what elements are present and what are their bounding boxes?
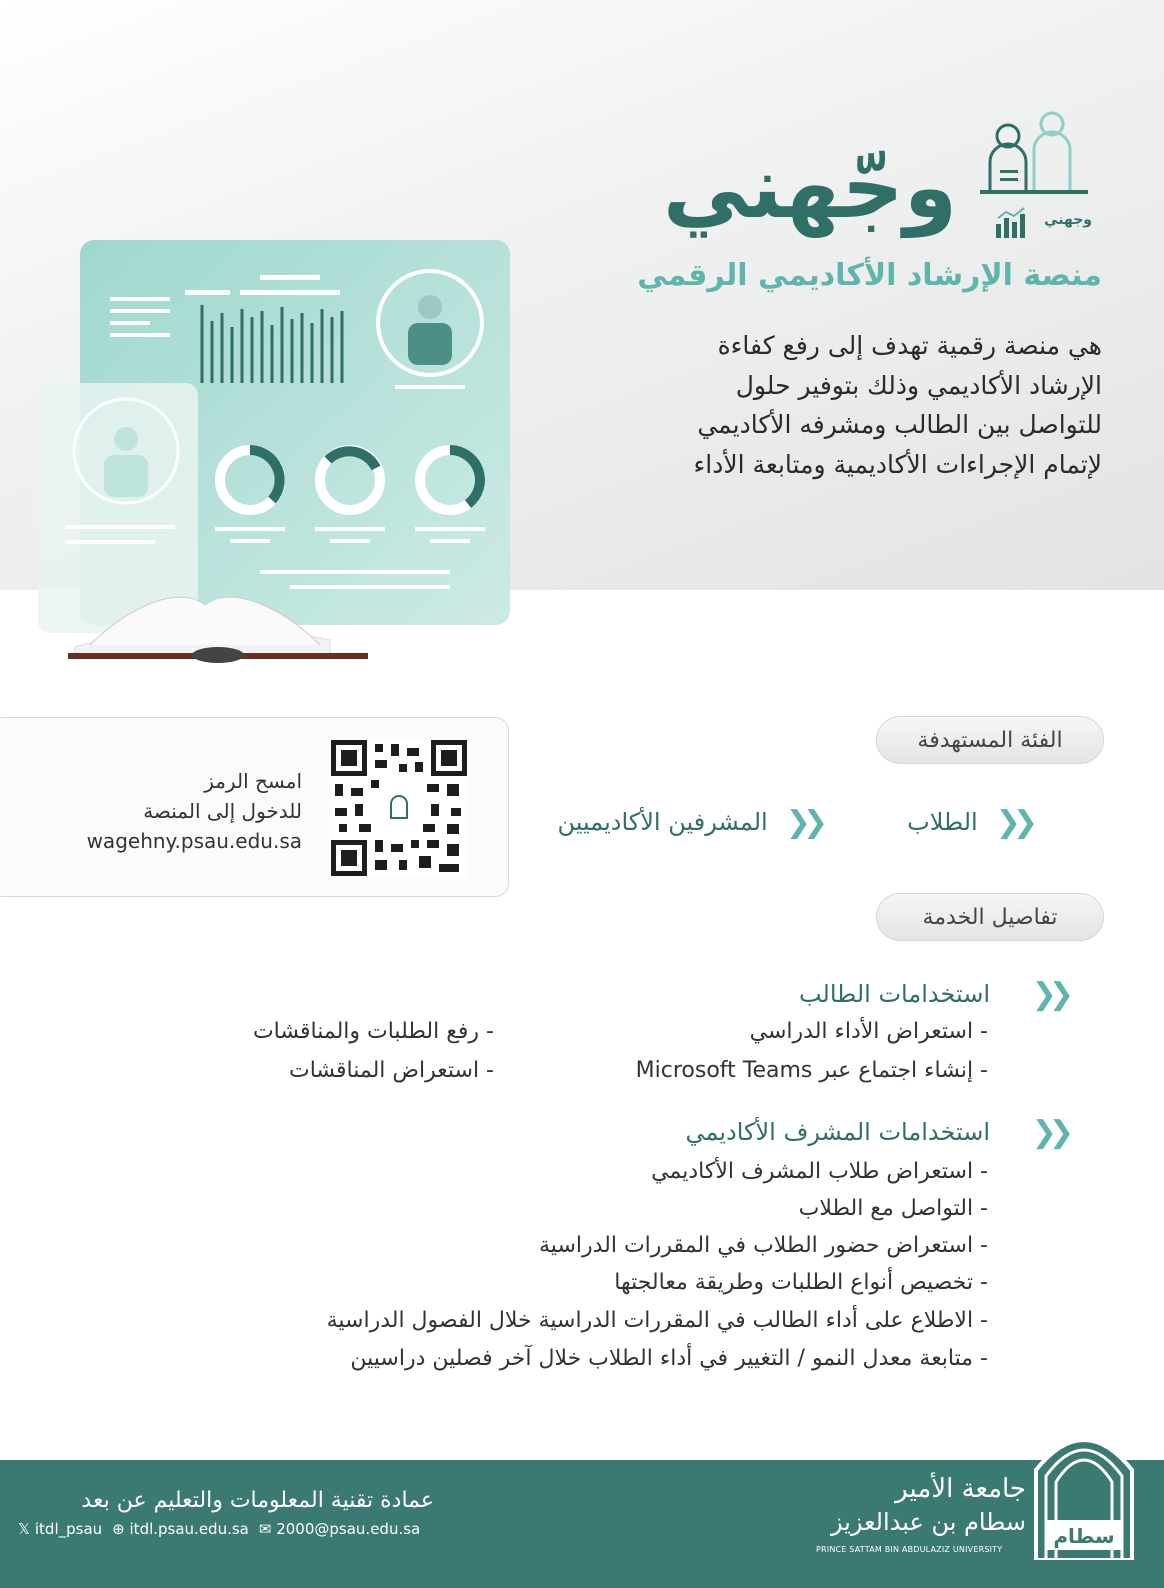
target-item-label: الطلاب xyxy=(907,808,978,836)
emblem-text: سطام xyxy=(1053,1524,1115,1548)
x-icon: 𝕏 xyxy=(18,1520,31,1538)
email-address: 2000@psau.edu.sa xyxy=(276,1520,421,1538)
service-details-heading: تفاصيل الخدمة xyxy=(876,893,1104,941)
logo-title: وجّهني xyxy=(662,138,958,238)
platform-subtitle: منصة الإرشاد الأكاديمي الرقمي xyxy=(637,258,1102,293)
target-group-heading: الفئة المستهدفة xyxy=(876,716,1104,764)
university-name-ar-2: سطام بن عبدالعزيز xyxy=(830,1508,1026,1536)
qr-box xyxy=(0,717,509,897)
advisor-use-item: - استعراض طلاب المشرف الأكاديمي xyxy=(651,1159,988,1184)
chevron-left-icon: ❮❮ xyxy=(1031,1114,1066,1150)
email-link[interactable] xyxy=(259,1520,420,1538)
student-use-item: - رفع الطلبات والمناقشات xyxy=(252,1019,494,1044)
university-name-ar-1: جامعة الأمير xyxy=(895,1474,1026,1504)
advisor-use-item: - متابعة معدل النمو / التغيير في أداء الطلاب خلال آخر فصلين دراسيين xyxy=(350,1346,988,1371)
advisor-use-item: - تخصيص أنواع الطلبات وطريقة معالجتها xyxy=(614,1270,988,1295)
chevron-left-icon: ❮❮ xyxy=(1031,976,1066,1012)
section-title: استخدامات الطالب xyxy=(798,980,990,1008)
qr-code[interactable] xyxy=(331,740,467,876)
qr-line: امسح الرمز xyxy=(204,769,302,793)
qr-line: للدخول إلى المنصة xyxy=(143,799,302,823)
advisor-use-item: - التواصل مع الطلاب xyxy=(798,1196,988,1221)
dashboard-illustration xyxy=(30,235,520,675)
website-url: itdl.psau.edu.sa xyxy=(129,1520,249,1538)
student-use-item: - إنشاء اجتماع عبر Microsoft Teams xyxy=(635,1058,988,1083)
website-link[interactable] xyxy=(112,1520,249,1538)
qr-instructions xyxy=(42,766,302,856)
people-logo-icon xyxy=(980,110,1092,202)
advisor-use-item: - الاطلاع على أداء الطالب في المقررات الدراسية خلال الفصول الدراسية xyxy=(326,1308,988,1333)
chevron-left-icon: ❮❮ xyxy=(785,804,820,840)
logo-mini-label: وجهني xyxy=(1044,212,1092,228)
platform-url-link[interactable]: wagehny.psau.edu.sa xyxy=(86,829,302,853)
student-uses-heading xyxy=(798,974,1066,1014)
deanship-name: عمادة تقنية المعلومات والتعليم عن بعد xyxy=(81,1488,434,1513)
target-item-students xyxy=(907,800,1030,844)
chart-bars-icon xyxy=(994,206,1034,240)
description-line: لإتمام الإجراءات الأكاديمية ومتابعة الأداء xyxy=(693,449,1102,479)
description-line: للتواصل بين الطالب ومشرفه الأكاديمي xyxy=(697,410,1102,439)
target-item-advisors xyxy=(558,800,821,844)
advisor-uses-heading xyxy=(685,1112,1066,1152)
description-line: الإرشاد الأكاديمي وذلك بتوفير حلول xyxy=(735,370,1102,400)
section-title: استخدامات المشرف الأكاديمي xyxy=(685,1118,990,1146)
platform-description xyxy=(582,326,1102,484)
footer-contacts xyxy=(18,1520,448,1538)
description-line: هي منصة رقمية تهدف إلى رفع كفاءة xyxy=(717,331,1102,360)
university-emblem-icon xyxy=(1032,1410,1136,1560)
student-use-item: - استعراض الأداء الدراسي xyxy=(749,1019,988,1044)
twitter-link[interactable] xyxy=(18,1520,102,1538)
logo-mini xyxy=(994,206,1094,240)
globe-icon: ⊕ xyxy=(112,1520,125,1538)
twitter-handle: itdl_psau xyxy=(34,1520,103,1538)
university-name-en: PRINCE SATTAM BIN ABDULAZIZ UNIVERSITY xyxy=(816,1545,1003,1554)
student-use-item: - استعراض المناقشات xyxy=(288,1058,494,1083)
chevron-left-icon: ❮❮ xyxy=(995,804,1030,840)
advisor-use-item: - استعراض حضور الطلاب في المقررات الدراسية xyxy=(539,1233,988,1258)
target-item-label: المشرفين الأكاديميين xyxy=(557,808,768,836)
mail-icon: ✉ xyxy=(258,1520,272,1538)
